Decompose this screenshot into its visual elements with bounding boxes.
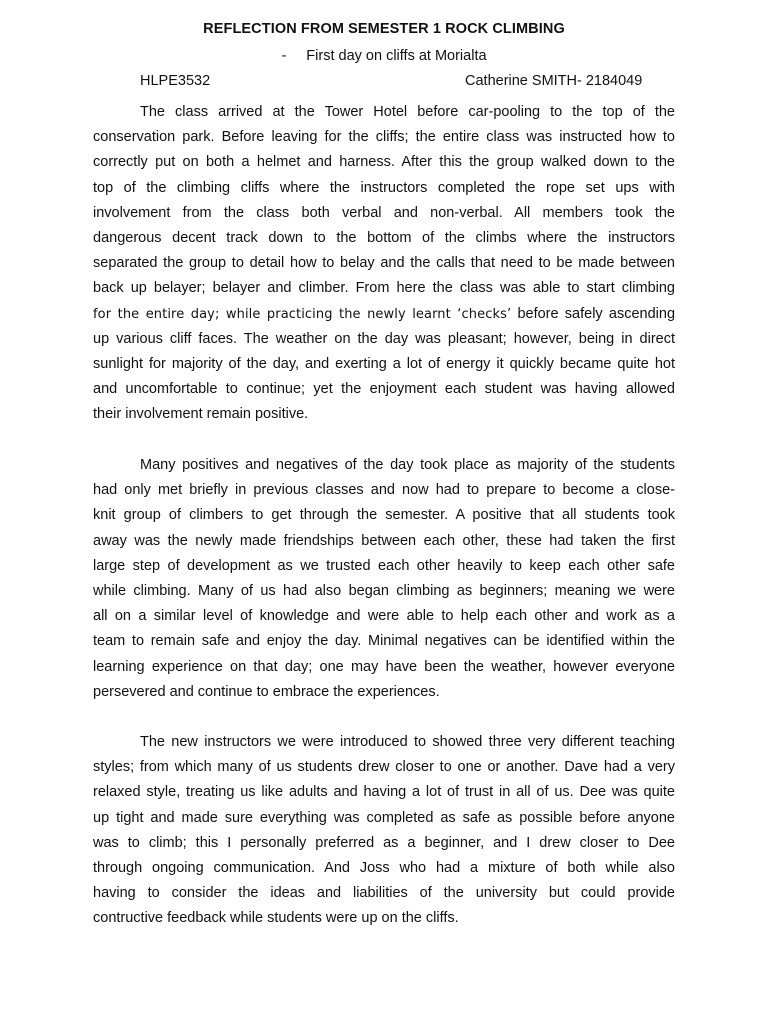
alt-font-segment: for the entire day; while practicing the newly learnt ‘checks’ <box>93 306 512 322</box>
paragraph-line-tail: before safely ascending <box>517 305 676 322</box>
paragraph-line: while climbing. Many of us had also began climbing as beginners; meaning we were <box>93 583 675 600</box>
paragraph-2 <box>93 453 675 705</box>
paragraph-line: The class arrived at the Tower Hotel before car-pooling to the top of the <box>140 104 675 120</box>
paragraph-line: large step of development as we trusted each other heavily to keep each other safe <box>93 557 675 574</box>
paragraph-line: through ongoing communication. And Joss who had a mixture of both while also <box>93 860 675 877</box>
paragraph-line: team to remain safe and enjoy the day. Minimal negatives can be identified within the <box>93 633 675 650</box>
paragraph-line: had only met briefly in previous classes and now had to prepare to become a close- <box>93 482 675 499</box>
paragraph-line: up tight and made sure everything was completed as safe as possible before anyone <box>93 809 675 826</box>
document-title: REFLECTION FROM SEMESTER 1 ROCK CLIMBING <box>203 21 565 37</box>
paragraph-line: their involvement remain positive. <box>93 406 309 423</box>
paragraph-line-mixed-font <box>93 302 675 327</box>
paragraph-line: relaxed style, treating us like adults and having a lot of trust in all of us. Dee was quite <box>93 784 675 801</box>
paragraph-line: up various cliff faces. The weather on the day was pleasant; however, being in direct <box>93 330 675 347</box>
paragraph-line: and uncomfortable to continue; yet the enjoyment each student was having allowed <box>93 381 675 398</box>
paragraph-line: all on a similar level of knowledge and were able to help each other and work as a <box>93 608 675 625</box>
paragraph-3 <box>93 730 675 932</box>
paragraph-line: knit group of climbers to get through the semester. A positive that all students took <box>93 507 675 524</box>
paragraph-line: persevered and continue to embrace the experiences. <box>93 683 440 700</box>
paragraph-line: conservation park. Before leaving for the cliffs; the entire class was instructed how to <box>93 129 675 146</box>
paragraph-line: The new instructors we were introduced to showed three very different teaching <box>140 734 675 750</box>
paragraph-line: styles; from which many of us students drew closer to one or another. Dave had a very <box>93 759 675 776</box>
paragraph-line: Many positives and negatives of the day took place as majority of the students <box>140 457 675 473</box>
paragraph-line: separated the group to detail how to belay and the calls that need to be made between <box>93 255 675 272</box>
paragraph-line: sunlight for majority of the day, and exerting a lot of energy it quickly became quite hot <box>93 356 675 373</box>
subtitle-text: First day on cliffs at Morialta <box>306 48 487 64</box>
author-name-id: Catherine SMITH- 2184049 <box>465 73 643 89</box>
paragraph-line: having to consider the ideas and liabilities of the university but could provide <box>93 885 675 902</box>
paragraph-line: correctly put on both a helmet and harness. After this the group walked down to the <box>93 154 675 171</box>
paragraph-line: contructive feedback while students were up on the cliffs. <box>93 910 459 927</box>
paragraph-line: away was the newly made friendships between each other, these had taken the first <box>93 532 675 549</box>
paragraph-line: learning experience on that day; one may have been the weather, however everyone <box>93 658 675 675</box>
paragraph-line: involvement from the class both verbal and non-verbal. All members took the <box>93 204 675 221</box>
paragraph-line: was to climb; this I personally preferred as a beginner, and I drew closer to Dee <box>93 834 675 851</box>
document-subtitle <box>0 48 768 64</box>
paragraph-1 <box>93 100 675 428</box>
subtitle-dash: - <box>281 48 287 64</box>
paragraph-line: back up belayer; belayer and climber. From here the class was able to start climbing <box>93 280 675 297</box>
paragraph-line: top of the climbing cliffs where the instructors completed the rope set ups with <box>93 179 675 196</box>
paragraph-line: dangerous decent track down to the bottom of the climbs where the instructors <box>93 230 675 247</box>
course-code: HLPE3532 <box>140 73 211 89</box>
